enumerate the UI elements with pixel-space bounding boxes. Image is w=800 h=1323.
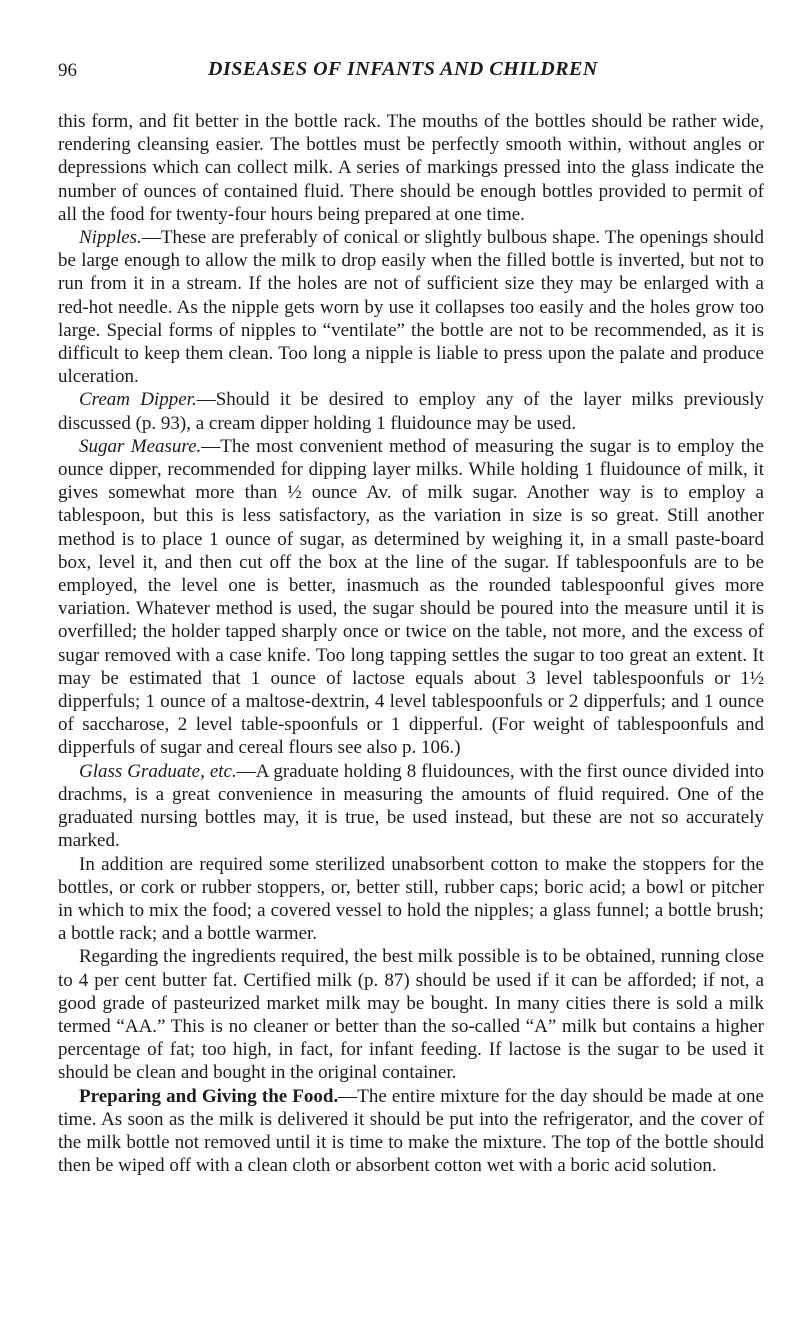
section-heading-sugar-measure: Sugar Measure. bbox=[79, 435, 202, 457]
paragraph-preparing-food bbox=[58, 1085, 764, 1178]
paragraph-text: this form, and fit better in the bottle rack. The mouths of the bottles should be rather wide, rendering cleansing easier. The bottles must be perfectly smooth within, without angles or depressions which can collect milk. A series of markings pressed into the glass indicate the number of ounces of contained fluid. There should be enough bottles provided to permit of all the food for twenty-four hours being prepared at one time. bbox=[58, 111, 764, 225]
section-heading-glass-graduate: Glass Graduate, etc. bbox=[79, 760, 237, 782]
paragraph-glass-graduate bbox=[58, 760, 764, 853]
paragraph-ingredients bbox=[58, 945, 764, 1084]
paragraph-text: In addition are required some sterilized unabsorbent cotton to make the stoppers for the bottles, or cork or rubber stoppers, or, better still, rubber caps; boric acid; a bowl or pitcher in which to mix the food; a covered vessel to hold the nipples; a glass funnel; a bottle brush; a bottle rack; and a bottle warmer. bbox=[58, 853, 764, 945]
page-number: 96 bbox=[58, 60, 77, 81]
paragraph-text: —The entire mixture for the day should be made at one time. As soon as the milk is delivered it should be put into the refrigerator, and the cover of the milk bottle not removed until it is time to make the mixture. The top of the bottle should then be wiped off with a clean cloth or absorbent cotton wet with a boric acid solution. bbox=[58, 1085, 764, 1177]
paragraph-nipples bbox=[58, 226, 764, 388]
paragraph-sugar-measure bbox=[58, 435, 764, 760]
book-page bbox=[58, 52, 764, 1177]
body-text bbox=[58, 110, 764, 1177]
paragraph-cream-dipper bbox=[58, 388, 764, 434]
paragraph-text: —Should it be desired to employ any of the layer milks previously discussed (p. 93), a cream dipper holding 1 fluidounce may be used. bbox=[58, 389, 764, 434]
running-head: DISEASES OF INFANTS AND CHILDREN bbox=[208, 58, 598, 80]
paragraph-equipment bbox=[58, 853, 764, 946]
page-header bbox=[58, 52, 764, 92]
paragraph-text: —The most convenient method of measuring the sugar is to employ the ounce dipper, recommended for dipping layer milks. While holding 1 fluidounce of milk, it gives somewhat more than ½ ounce Av. of milk sugar. Another way is to employ a tablespoon, but this is less satisfactory, as the variation in size is so great. Still another method is to place 1 ounce of sugar, as determined by weighing it, in a small paste-board box, level it, and then cut off the box at the line of the sugar. If tablespoonfuls are to be employed, the level one is better, inasmuch as the rounded tablespoonful gives more variation. Whatever method is used, the sugar should be poured into the measure until it is overfilled; the holder tapped sharply once or twice on the table, not more, and the excess of sugar removed with a case knife. Too long tapping settles the sugar to too great an extent. It may be estimated that 1 ounce of lactose equals about 3 level tablespoonfuls or 1½ dipperfuls; 1 ounce of a maltose-dextrin, 4 level tablespoonfuls or 2 dipperfuls; and 1 ounce of saccharose, 2 level table-spoonfuls or 1 dipperful. (For weight of tablespoonfuls and dipperfuls of sugar and cereal flours see also p. 106.) bbox=[58, 435, 764, 759]
paragraph-text: —A graduate holding 8 fluidounces, with the first ounce divided into drachms, is a great convenience in measuring the amounts of fluid required. One of the graduated nursing bottles may, it is true, be used instead, but these are not so accurately marked. bbox=[58, 760, 765, 852]
paragraph-text: Regarding the ingredients required, the best milk possible is to be obtained, running close to 4 per cent butter fat. Certified milk (p. 87) should be used if it can be afforded; if not, a good grade of pasteurized market milk may be bought. In many cities there is sold a milk termed “AA.” This is no cleaner or better than the so-called “A” milk but contains a higher percentage of fat; too high, in fact, for infant feeding. If lactose is the sugar to be used it should be clean and bought in the original container. bbox=[58, 946, 764, 1084]
section-heading-nipples: Nipples. bbox=[79, 227, 142, 249]
section-heading-preparing-food: Preparing and Giving the Food. bbox=[79, 1085, 339, 1107]
paragraph-text: —These are preferably of conical or slightly bulbous shape. The openings should be large enough to allow the milk to drop easily when the filled bottle is inverted, but not to run from it in a stream. If the holes are not of sufficient size they may be enlarged with a red-hot needle. As the nipple gets worn by use it collapses too easily and the holes grow too large. Special forms of nipples to “ventilate” the bottle are not to be recommended, as it is difficult to keep them clean. Too long a nipple is liable to press upon the palate and produce ulceration. bbox=[58, 227, 764, 388]
paragraph-bottles bbox=[58, 110, 764, 226]
section-heading-cream-dipper: Cream Dipper. bbox=[79, 389, 197, 411]
